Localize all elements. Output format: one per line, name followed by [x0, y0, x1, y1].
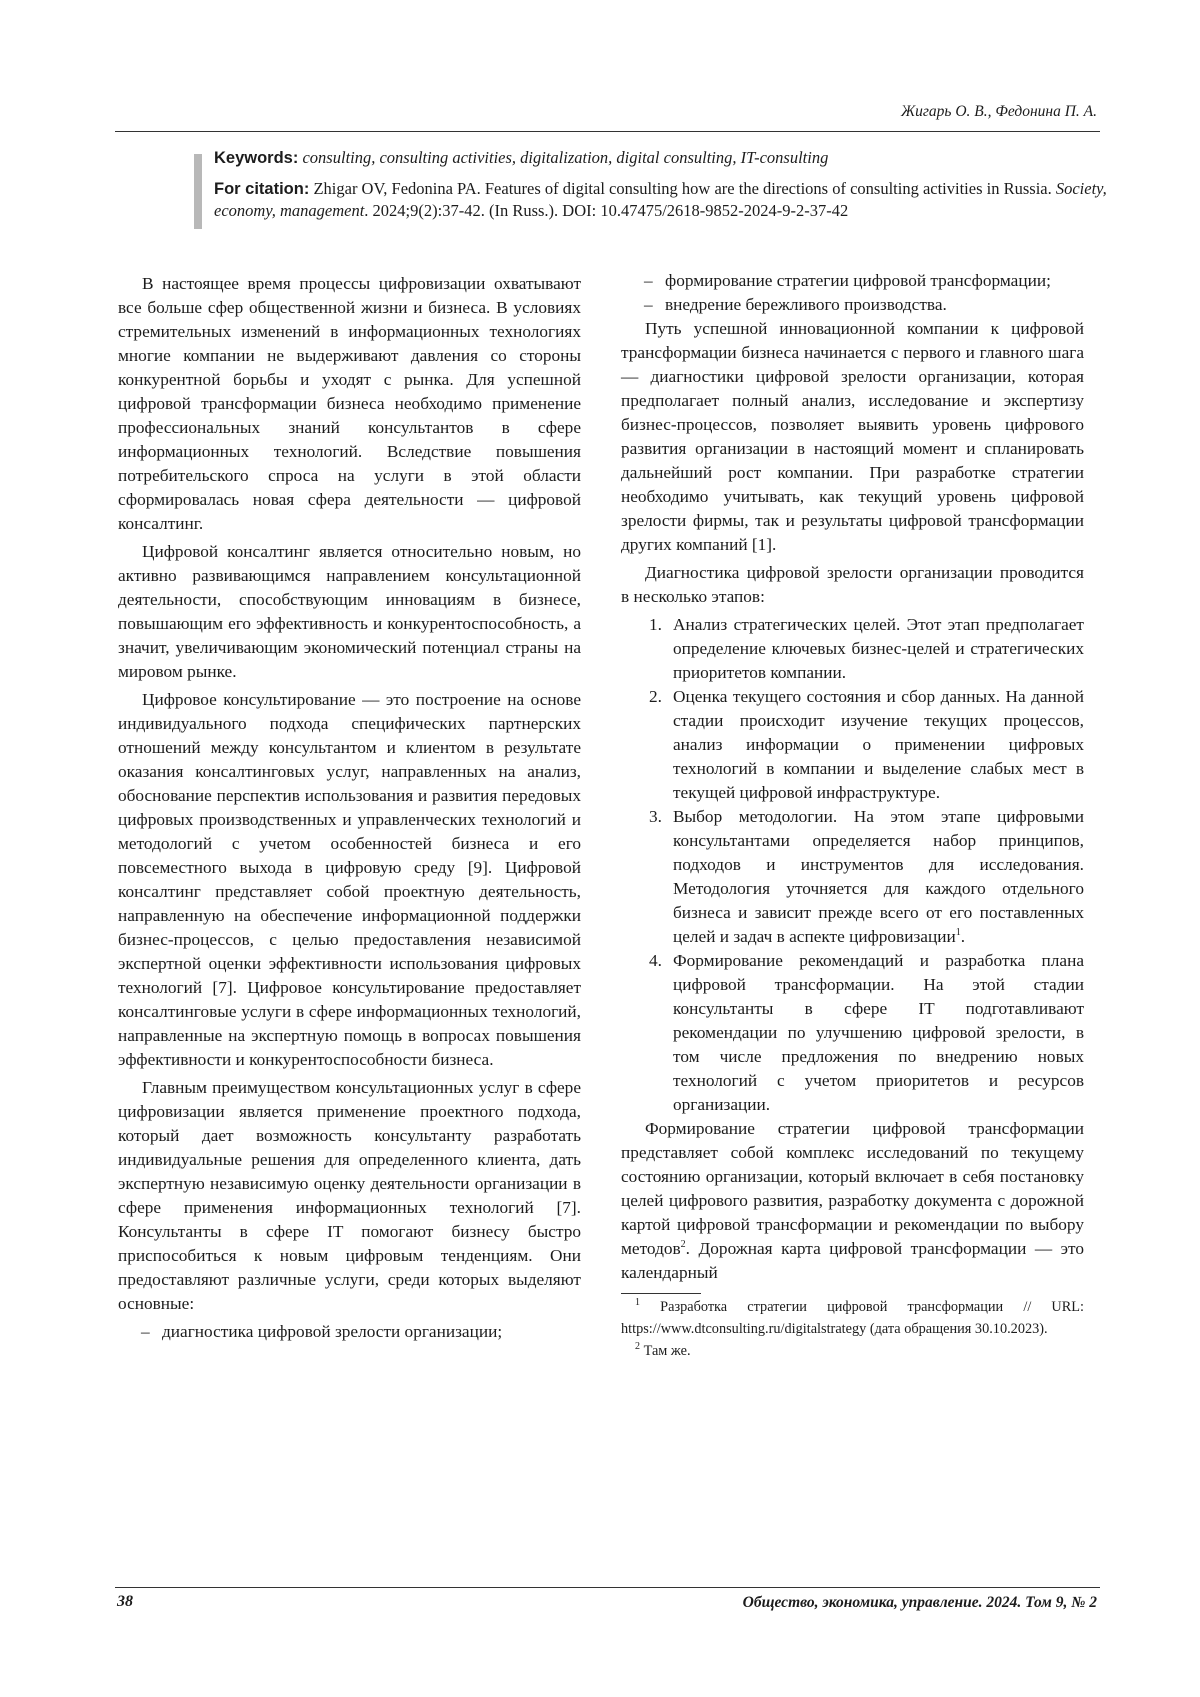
keywords-line [214, 147, 1114, 169]
numbered-step [621, 805, 1084, 949]
paragraph: В настоящее время процессы цифровизации охватывают все больше сфер общественной жизни и бизнеса. В условиях стремительных изменений в информационных технологиях многие компании не выдерживают давления со стороны конкурентной борьбы и уходят с рынка. Для успешной цифровой трансформации бизнеса необходимо применение профессиональных знаний консультантов в сфере информационных технологий. Вследствие повышения потребительского спроса на услуги в этой области сформировалась новая сфера деятельности — цифровой консалтинг. [118, 274, 581, 533]
paragraph-text: Формирование стратегии цифровой трансформации представляет собой комплекс исследований по текущему состоянию организации, который включает в себя постановку целей цифрового развития, разработку документа с дорожной картой цифровой трансформации и рекомендации по выбору методов [621, 1119, 1084, 1258]
list-item [118, 1320, 581, 1344]
citation-journal: Society, economy, management [214, 179, 1107, 220]
footnote-text: Там же. [643, 1343, 691, 1359]
keywords-text: consulting, consulting activities, digitalization, digital consulting, IT-consulting [302, 148, 829, 167]
paragraph: Цифровое консультирование — это построение на основе индивидуального подхода специфических партнерских отношений между консультантом и клиентом в результате оказания консалтинговых услуг, направленных на анализ, обоснование перспектив использования и развития передовых цифровых производственных и управленческих технологий и методологий с учетом особенностей бизнеса и его повсеместного выхода в цифровую среду [9]. Цифровой консалтинг представляет собой проектную деятельность, направленную на обеспечение информационной поддержки бизнес-процессов, с целью предоставления независимой экспертной оценки эффективности использования цифровых технологий [7]. Цифровое консультирование предоставляет консалтинговые услуги в сфере информационных технологий, направленные на экспертную помощь в вопросах повышения эффективности и конкурентоспособности бизнеса. [118, 690, 581, 1069]
step-text: Анализ стратегических целей. Этот этап предполагает определение ключевых бизнес-целей и стратегических приоритетов компании. [673, 615, 1084, 682]
numbered-step [621, 613, 1084, 685]
list-item [621, 293, 1084, 317]
step-text: Формирование рекомендаций и разработка плана цифровой трансформации. На этой стадии консультанты в сфере IT подготавливают рекомендации по улучшению цифровой зрелости, в том числе предложения по внедрению новых технологий с учетом приоритетов и ресурсов организации. [673, 951, 1084, 1114]
step-text-tail: . [960, 927, 966, 946]
footnote-mark: 2 [635, 1341, 640, 1353]
footnotes [621, 1293, 1084, 1362]
list-item-text: внедрение бережливого производства. [665, 295, 947, 314]
paragraph: Путь успешной инновационной компании к цифровой трансформации бизнеса начинается с первого и главного шага — диагностики цифровой зрелости организации, которая предполагает полный анализ, исследование и экспертизу бизнес-процессов, позволяет выявить уровень цифрового развития организации в настоящий момент и спланировать дальнейший рост компании. При разработке стратегии необходимо учитывать, как текущий уровень цифровой зрелости фирмы, так и результаты цифровой трансформации других компаний [1]. [621, 319, 1084, 554]
right-column [621, 269, 1084, 1362]
abstract-side-bar [194, 154, 202, 229]
page-number: 38 [117, 1593, 133, 1610]
dash-mark: – [644, 295, 653, 314]
footnote [621, 1296, 1084, 1340]
dash-mark: – [644, 271, 653, 290]
list-item-text: диагностика цифровой зрелости организации; [162, 1322, 503, 1341]
step-number: 3. [649, 807, 662, 826]
footnote-ref[interactable]: 2 [680, 1239, 686, 1251]
citation-line [214, 178, 1114, 221]
citation-part2: . 2024;9(2):37-42. (In Russ.). DOI: 10.47475/2618-9852-2024-9-2-37-42 [364, 201, 849, 220]
left-column [118, 272, 581, 1344]
citation-label: For citation: [214, 180, 310, 198]
step-text: Оценка текущего состояния и сбор данных. На данной стадии происходит изучение текущих процессов, анализ информации о применении цифровых технологий в компании и выделение слабых мест в текущей цифровой инфраструктуре. [673, 687, 1084, 802]
dash-mark: – [141, 1322, 150, 1341]
step-number: 2. [649, 687, 662, 706]
footnote-rule [621, 1293, 701, 1294]
list-item [621, 269, 1084, 293]
running-header-authors: Жигарь О. В., Федонина П. А. [900, 103, 1097, 120]
list-item-text: формирование стратегии цифровой трансформации; [665, 271, 1051, 290]
step-number: 4. [649, 951, 662, 970]
paragraph [621, 1117, 1084, 1285]
abstract-box [194, 147, 1114, 230]
citation-part1: Zhigar OV, Fedonina PA. Features of digital consulting how are the directions of consulting activities in Russia. [313, 179, 1052, 198]
numbered-step [621, 685, 1084, 805]
step-number: 1. [649, 615, 662, 634]
header-rule [115, 131, 1100, 132]
paragraph: Цифровой консалтинг является относительно новым, но активно развивающимся направлением консультационной деятельности, способствующим инновациям в бизнесе, повышающим его эффективность и конкурентоспособность, а значит, увеличивающим экономический потенциал страны на мировом рынке. [118, 542, 581, 681]
keywords-label: Keywords: [214, 149, 299, 167]
footnote [621, 1340, 1084, 1362]
paragraph: Главным преимуществом консультационных услуг в сфере цифровизации является применение проектного подхода, который дает возможность консультанту разработать индивидуальные решения для определенного клиента, дать экспертную независимую оценку деятельности организации в сфере применения информационных технологий [7]. Консультанты в сфере IT помогают бизнесу быстро приспособиться к новым цифровым тенденциям. Они предоставляют различные услуги, среди которых выделяют основные: [118, 1078, 581, 1313]
footnote-mark: 1 [635, 1297, 640, 1309]
journal-footer: Общество, экономика, управление. 2024. Том 9, № 2 [742, 1594, 1097, 1611]
footnote-text: Разработка стратегии цифровой трансформации // URL: https://www.dtconsulting.ru/digitalstrategy (дата обращения 30.10.2023). [621, 1299, 1084, 1337]
numbered-step [621, 949, 1084, 1117]
footnote-ref[interactable]: 1 [955, 927, 961, 939]
footer-rule [115, 1587, 1100, 1588]
paragraph: Диагностика цифровой зрелости организации проводится в несколько этапов: [621, 563, 1084, 606]
paragraph-text: . Дорожная карта цифровой трансформации — это календарный [621, 1239, 1084, 1282]
step-text: Выбор методологии. На этом этапе цифровыми консультантами определяется набор принципов, подходов и инструментов для исследования. Методология уточняется для каждого отдельного бизнеса и зависит прежде всего от его поставленных целей и задач в аспекте цифровизации [673, 807, 1084, 946]
